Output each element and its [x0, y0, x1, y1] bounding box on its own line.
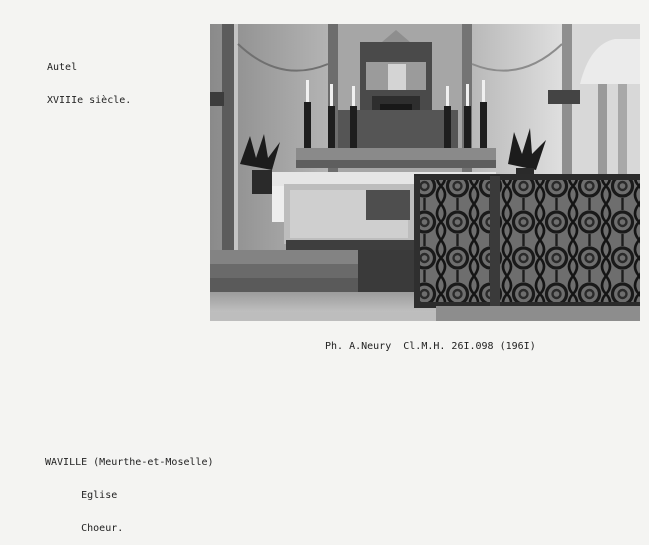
photo-credit: Ph. A.Neury Cl.M.H. 26I.098 (196I) — [325, 341, 536, 352]
location-part: Choeur. — [45, 523, 124, 534]
location-caption — [45, 435, 214, 545]
caption-top — [47, 40, 131, 117]
location-building: Eglise — [45, 490, 118, 501]
photograph-altar — [210, 24, 640, 321]
altar-photo-drawing — [210, 24, 640, 321]
caption-object: Autel — [47, 62, 78, 73]
caption-date: XVIIIe siècle. — [47, 95, 132, 106]
location-town: WAVILLE (Meurthe-et-Moselle) — [45, 457, 214, 468]
